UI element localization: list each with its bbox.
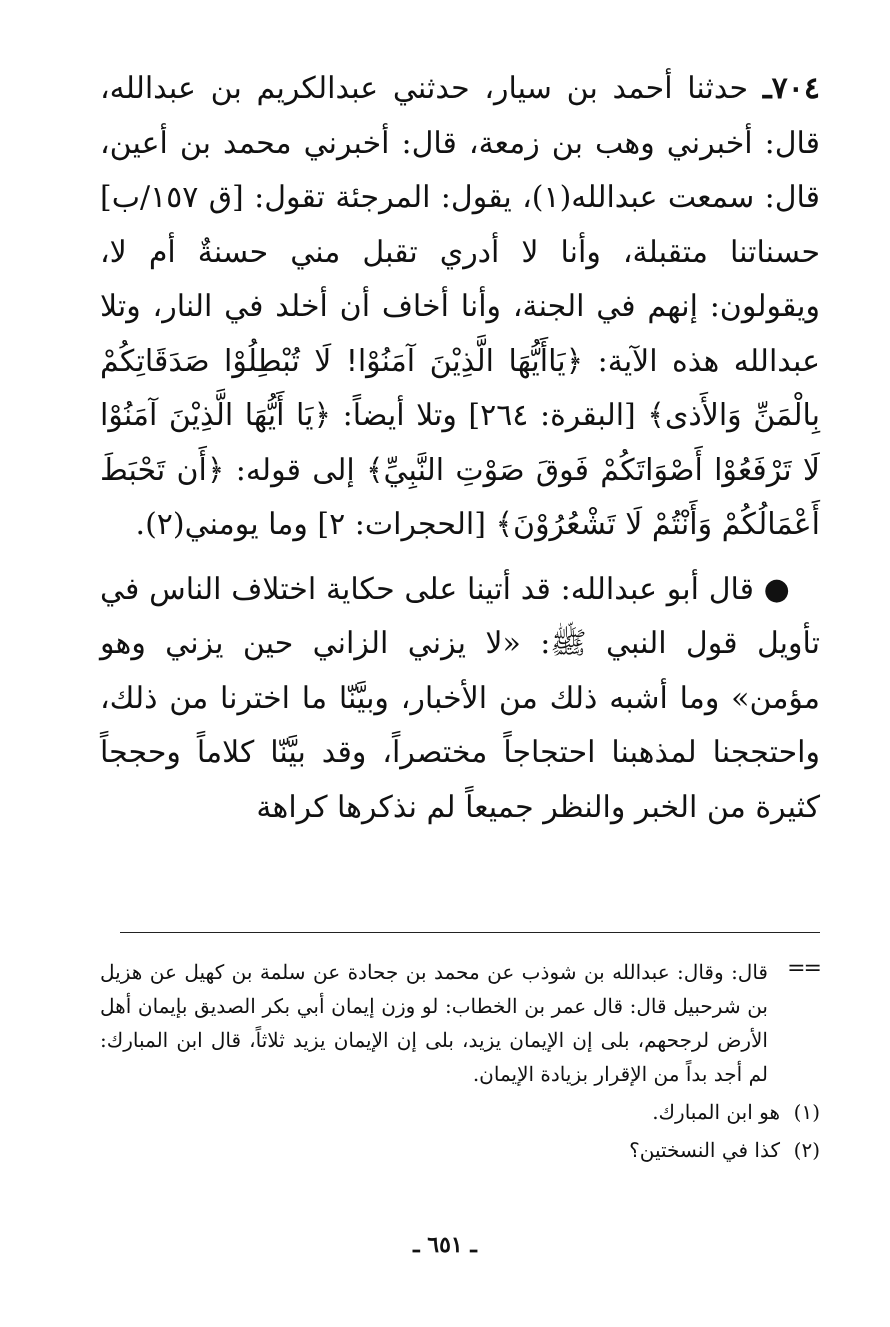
continuation-mark: ==: [787, 956, 820, 981]
footnote-text: كذا في النسختين؟: [629, 1138, 780, 1162]
verse-reference-1: [البقرة: ٢٦٤]: [456, 398, 648, 433]
folio-marker: [ق ١٥٧/ب]: [100, 180, 244, 215]
footnote-1: [100, 1095, 820, 1129]
footnote-number: (٢): [793, 1138, 820, 1162]
footnote-number: (١): [793, 1100, 820, 1124]
closing-paragraph: [100, 563, 820, 836]
footnote-separator: [120, 932, 820, 933]
bullet-icon: ●: [763, 571, 790, 607]
closing-paragraph-text: قال أبو عبدالله: قد أتينا على حكاية اختلاف الناس في تأويل قول النبي ﷺ: «لا يزني الزاني حين يزني وهو مؤمن» وما أشبه ذلك من الأخبار، وبيَّنّا ما اخترنا من ذلك، واحتججنا لمذهبنا احتجاجاً مختصراً، وقد بيَّنّا كلاماً وحججاً كثيرة من الخبر والنظر جميعاً لم نذكرها كراهة: [100, 571, 820, 825]
hadith-text-4: إلى قوله:: [224, 452, 366, 488]
hadith-text-5: وما يومني(٢).: [135, 507, 308, 542]
page-number: ـ ٦٥١ ـ: [413, 1232, 477, 1258]
footnote-continuation-text: قال: وقال: عبدالله بن شوذب عن محمد بن جحادة عن سلمة بن كهيل عن هزيل بن شرحبيل قال: قال عمر بن الخطاب: لو وزن إيمان أبي بكر الصديق بإيمان أهل الأرض لرجحهم، بلى إن الإيمان يزيد، بلى إن الإيمان يزيد ثلاثاً، قال ابن المبارك: لم أجد بداً من الإقرار بزيادة الإيمان.: [100, 960, 768, 1086]
quran-verse-3: ﴿أَن تَحْبَطَ أَعْمَالُكُمْ وَأَنْتُمْ لَا تَشْعُرُوْنَ﴾: [100, 452, 820, 542]
hadith-text-3: وتلا أيضاً:: [331, 398, 457, 433]
quran-verse-1: ﴿يَاأَيُّهَا الَّذِيْنَ آمَنُوْا! لَا تُبْطِلُوْا صَدَقَاتِكُمْ بِالْمَنِّ وَالأَذى﴾: [100, 343, 821, 433]
hadith-text-2: حسناتنا متقبلة، وأنا لا أدري تقبل مني حسنةٌ أم لا، ويقولون: إنهم في الجنة، وأنا أخاف أن أخلد في النار، وتلا عبدالله هذه الآية:: [100, 234, 820, 379]
hadith-paragraph: [100, 62, 820, 553]
main-text: [100, 62, 820, 835]
footnote-continuation: [100, 955, 820, 1091]
quran-verse-2: ﴿يَا أَيُّهَا الَّذِيْنَ آمَنُوْا لَا تَرْفَعُوْا أَصْوَاتَكُمْ فَوقَ صَوْتِ النَّبِيِّ﴾: [100, 398, 820, 488]
footnote-text: هو ابن المبارك.: [652, 1100, 780, 1124]
footnotes: [100, 955, 820, 1167]
hadith-number: ٧٠٤ـ: [762, 71, 820, 106]
verse-reference-2: [الحجرات: ٢]: [307, 507, 496, 542]
footnote-2: [100, 1133, 820, 1167]
hadith-text-1: حدثنا أحمد بن سيار، حدثني عبدالكريم بن عبدالله، قال: أخبرني وهب بن زمعة، قال: أخبرني محمد بن أعين، قال: سمعت عبدالله(١)، يقول: المرجئة تقول:: [100, 71, 820, 215]
